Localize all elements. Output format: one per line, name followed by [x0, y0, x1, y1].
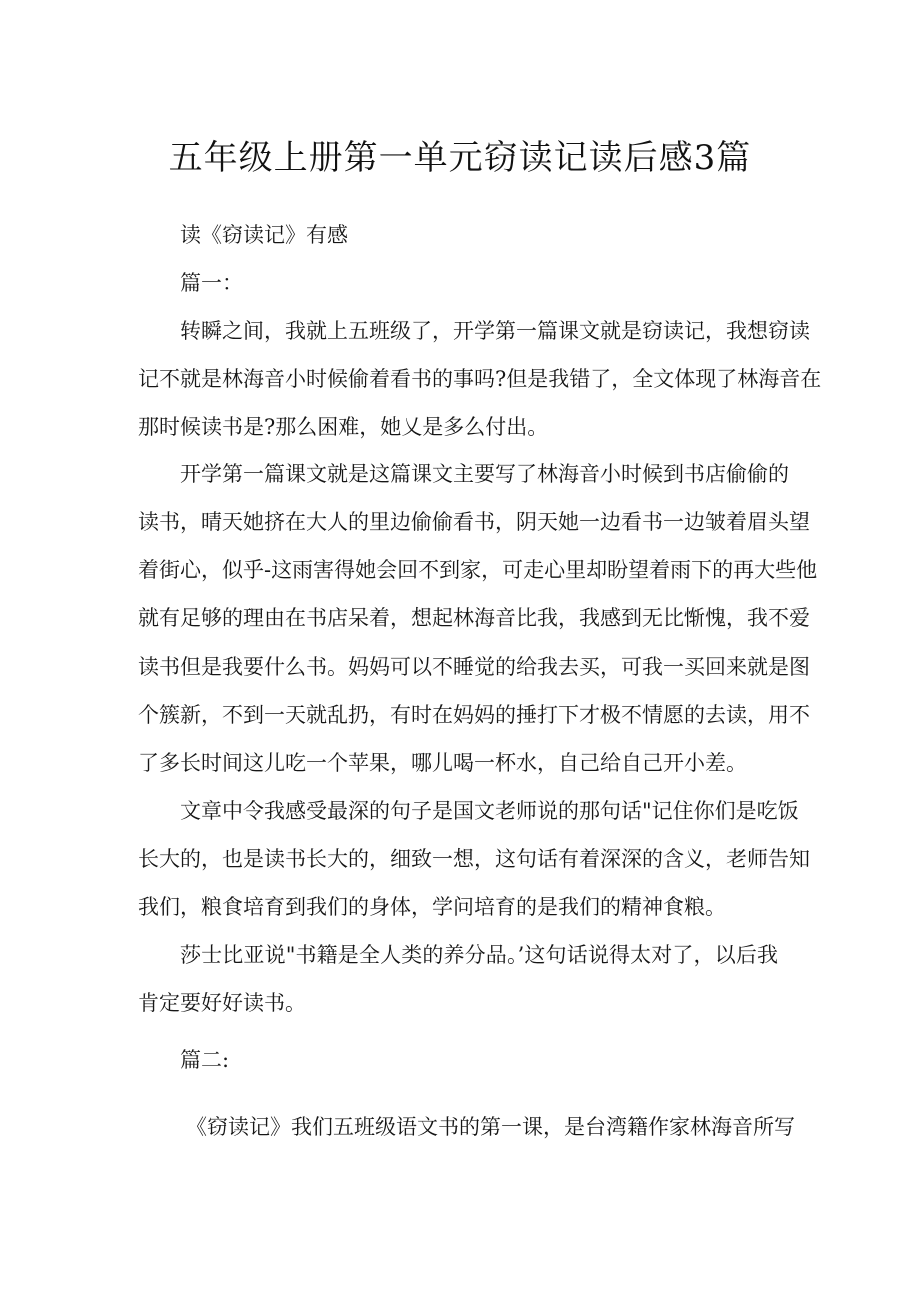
paragraph-line: 莎士比亚说"书籍是全人类的养分品。’这句话说得太对了，以后我 — [180, 943, 778, 967]
paragraph-line: 记不就是林海音小时候偷着看书的事吗?但是我错了，全文体现了林海音在 — [138, 367, 822, 391]
paragraph-line: 读书，晴天她挤在大人的里边偷偷看书，阴天她一边看书一边皱着眉头望 — [138, 510, 810, 534]
page-title: 五年级上册第一单元窃读记读后感3篇 — [168, 138, 752, 178]
paragraph-line: 就有足够的理由在书店呆着，想起林海音比我，我感到无比惭愧，我不爱 — [138, 606, 810, 630]
paragraph-line: 转瞬之间，我就上五班级了，开学第一篇课文就是窃读记，我想窃读 — [180, 319, 810, 343]
paragraph-line: 着街心，似乎-这雨害得她会回不到家，可走心里却盼望着雨下的再大些他 — [138, 558, 818, 582]
paragraph-line: 我们，粮食培育到我们的身体，学问培育的是我们的精神食粮。 — [138, 895, 726, 919]
paragraph-line: 文章中令我感受最深的句子是国文老师说的那句话"记住你们是吃饭 — [180, 799, 799, 823]
paragraph-line: 那时候读书是?那么困难，她乂是多么付出。 — [138, 415, 549, 439]
section-label-2: 篇二: — [180, 1048, 230, 1072]
section-label-1: 篇一： — [180, 271, 243, 295]
paragraph-line: 了多长时间这儿吃一个苹果，哪儿喝一杯水，自己给自己开小差。 — [138, 751, 747, 775]
paragraph-line: 《窃读记》我们五班级语文书的第一课，是台湾籍作家林海音所写 — [186, 1115, 795, 1139]
subtitle: 读《窃读记》有感 — [180, 223, 348, 247]
paragraph-line: 个簇新，不到一天就乱扔，有时在妈妈的捶打下才极不情愿的去读，用不 — [138, 703, 810, 727]
paragraph-line: 肯定要好好读书。 — [138, 991, 306, 1015]
paragraph-line: 长大的，也是读书长大的，细致一想，这句话有着深深的含义，老师告知 — [138, 847, 810, 871]
paragraph-line: 开学第一篇课文就是这篇课文主要写了林海音小时候到书店偷偷的 — [180, 462, 789, 486]
paragraph-line: 读书但是我要什么书。妈妈可以不睡觉的给我去买，可我一买回来就是图 — [138, 655, 810, 679]
